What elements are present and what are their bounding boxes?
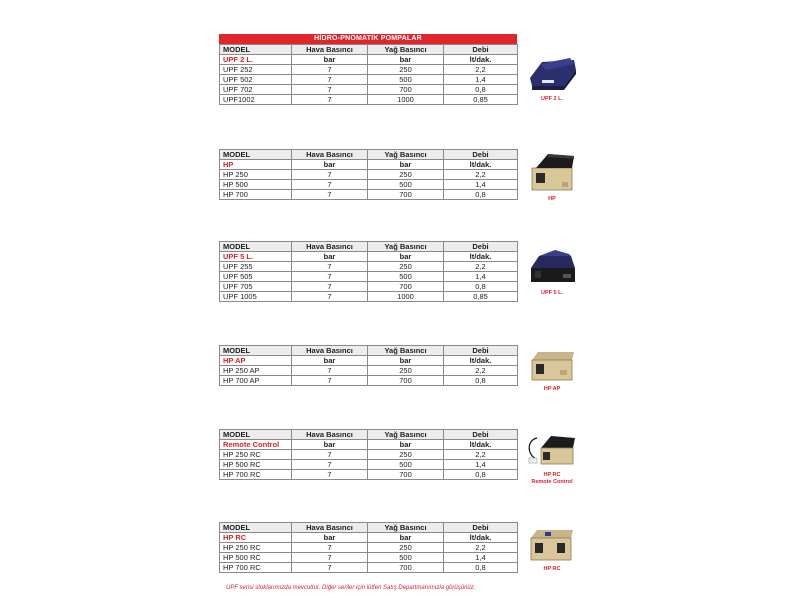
column-header-oil-pressure: Yağ Basıncı — [368, 523, 444, 533]
column-header-oil-pressure: Yağ Basıncı — [368, 346, 444, 356]
oil-pressure-cell: 700 — [368, 376, 444, 386]
table-unit-row — [220, 252, 518, 262]
flow-cell: 0,8 — [444, 563, 518, 573]
table-row — [220, 543, 518, 553]
flow-cell: 0,8 — [444, 190, 518, 200]
air-pressure-cell: 7 — [292, 85, 368, 95]
air-pressure-cell: 7 — [292, 376, 368, 386]
flow-cell: 1,4 — [444, 460, 518, 470]
oil-pressure-cell: 700 — [368, 85, 444, 95]
unit-cell: bar — [292, 55, 368, 65]
oil-pressure-cell: 500 — [368, 460, 444, 470]
table-header-row — [220, 45, 518, 55]
column-header-model: MODEL — [220, 346, 292, 356]
oil-pressure-cell: 500 — [368, 272, 444, 282]
unit-cell: bar — [292, 160, 368, 170]
table-row — [220, 272, 518, 282]
table-row — [220, 553, 518, 563]
spec-table-upf-5l — [219, 241, 518, 302]
oil-pressure-cell: 250 — [368, 366, 444, 376]
air-pressure-cell: 7 — [292, 470, 368, 480]
spec-table-remote-control — [219, 429, 518, 480]
flow-cell: 2,2 — [444, 170, 518, 180]
table-row — [220, 170, 518, 180]
model-cell: HP 500 RC — [220, 553, 292, 563]
model-cell: UPF 255 — [220, 262, 292, 272]
flow-cell: 1,4 — [444, 272, 518, 282]
catalog-title: HİDRO-PNÖMATİK POMPALAR — [219, 34, 517, 44]
flow-cell: 0,8 — [444, 470, 518, 480]
oil-pressure-cell: 500 — [368, 180, 444, 190]
product-caption: HP RC — [543, 472, 561, 478]
column-header-air-pressure: Hava Basıncı — [292, 242, 368, 252]
model-cell: HP 250 RC — [220, 450, 292, 460]
series-name: HP — [220, 160, 292, 170]
column-header-flow: Debi — [444, 150, 518, 160]
unit-cell: bar — [368, 252, 444, 262]
unit-cell: bar — [292, 440, 368, 450]
oil-pressure-cell: 250 — [368, 543, 444, 553]
model-cell: UPF 502 — [220, 75, 292, 85]
air-pressure-cell: 7 — [292, 75, 368, 85]
flow-cell: 0,8 — [444, 85, 518, 95]
table-row — [220, 450, 518, 460]
table-row — [220, 366, 518, 376]
table-row — [220, 85, 518, 95]
model-cell: UPF 505 — [220, 272, 292, 282]
column-header-flow: Debi — [444, 242, 518, 252]
table-header-row — [220, 150, 518, 160]
column-header-oil-pressure: Yağ Basıncı — [368, 430, 444, 440]
air-pressure-cell: 7 — [292, 450, 368, 460]
product-caption: HP AP — [543, 386, 561, 392]
pump-image — [524, 48, 580, 94]
flow-cell: 1,4 — [444, 75, 518, 85]
pump-image — [526, 348, 578, 384]
unit-cell: lt/dak. — [444, 440, 518, 450]
table-row — [220, 75, 518, 85]
column-header-air-pressure: Hava Basıncı — [292, 430, 368, 440]
model-cell: UPF1002 — [220, 95, 292, 105]
unit-cell: lt/dak. — [444, 252, 518, 262]
product-caption-sub: Remote Control — [531, 479, 573, 485]
spec-table-upf-2l — [219, 44, 518, 105]
unit-cell: lt/dak. — [444, 356, 518, 366]
column-header-oil-pressure: Yağ Basıncı — [368, 242, 444, 252]
flow-cell: 2,2 — [444, 262, 518, 272]
unit-cell: bar — [292, 252, 368, 262]
column-header-model: MODEL — [220, 45, 292, 55]
air-pressure-cell: 7 — [292, 553, 368, 563]
air-pressure-cell: 7 — [292, 366, 368, 376]
footnote: UPF serisi stoklarımızda mevcuttur. Diğer seriler için lütfen Satış Departmanımızla görüşünüz. — [226, 585, 476, 591]
table-header-row — [220, 523, 518, 533]
model-cell: HP 250 RC — [220, 543, 292, 553]
air-pressure-cell: 7 — [292, 292, 368, 302]
model-cell: HP 500 — [220, 180, 292, 190]
table-unit-row — [220, 160, 518, 170]
product-caption: UPF 2 L. — [540, 96, 563, 102]
table-row — [220, 470, 518, 480]
unit-cell: bar — [368, 440, 444, 450]
air-pressure-cell: 7 — [292, 190, 368, 200]
oil-pressure-cell: 700 — [368, 282, 444, 292]
product-caption: HP RC — [543, 566, 561, 572]
model-cell: UPF 702 — [220, 85, 292, 95]
oil-pressure-cell: 700 — [368, 190, 444, 200]
spec-table-hp-ap — [219, 345, 518, 386]
product-upf-5l — [518, 248, 586, 297]
product-upf-2l — [518, 48, 586, 103]
column-header-air-pressure: Hava Basıncı — [292, 150, 368, 160]
column-header-flow: Debi — [444, 45, 518, 55]
table-row — [220, 376, 518, 386]
unit-cell: bar — [292, 356, 368, 366]
air-pressure-cell: 7 — [292, 65, 368, 75]
air-pressure-cell: 7 — [292, 262, 368, 272]
table-row — [220, 180, 518, 190]
oil-pressure-cell: 700 — [368, 470, 444, 480]
series-name: HP AP — [220, 356, 292, 366]
table-row — [220, 563, 518, 573]
table-unit-row — [220, 55, 518, 65]
air-pressure-cell: 7 — [292, 170, 368, 180]
flow-cell: 2,2 — [444, 450, 518, 460]
table-row — [220, 65, 518, 75]
flow-cell: 0,8 — [444, 376, 518, 386]
series-name: UPF 2 L. — [220, 55, 292, 65]
column-header-model: MODEL — [220, 150, 292, 160]
flow-cell: 0,85 — [444, 95, 518, 105]
air-pressure-cell: 7 — [292, 460, 368, 470]
table-unit-row — [220, 533, 518, 543]
spec-table-hp-rc — [219, 522, 518, 573]
column-header-oil-pressure: Yağ Basıncı — [368, 150, 444, 160]
oil-pressure-cell: 250 — [368, 262, 444, 272]
model-cell: UPF 1005 — [220, 292, 292, 302]
table-header-row — [220, 346, 518, 356]
column-header-air-pressure: Hava Basıncı — [292, 346, 368, 356]
model-cell: HP 700 RC — [220, 470, 292, 480]
unit-cell: bar — [368, 55, 444, 65]
series-name: HP RC — [220, 533, 292, 543]
model-cell: HP 250 — [220, 170, 292, 180]
table-row — [220, 460, 518, 470]
air-pressure-cell: 7 — [292, 563, 368, 573]
flow-cell: 2,2 — [444, 366, 518, 376]
model-cell: HP 700 RC — [220, 563, 292, 573]
spec-table-hp — [219, 149, 518, 200]
table-header-row — [220, 430, 518, 440]
column-header-oil-pressure: Yağ Basıncı — [368, 45, 444, 55]
model-cell: UPF 252 — [220, 65, 292, 75]
table-row — [220, 262, 518, 272]
unit-cell: lt/dak. — [444, 533, 518, 543]
pump-image — [526, 150, 578, 194]
model-cell: HP 700 — [220, 190, 292, 200]
column-header-model: MODEL — [220, 242, 292, 252]
table-unit-row — [220, 356, 518, 366]
table-row — [220, 282, 518, 292]
product-caption: HP — [548, 196, 556, 202]
column-header-flow: Debi — [444, 430, 518, 440]
model-cell: HP 250 AP — [220, 366, 292, 376]
unit-cell: bar — [368, 356, 444, 366]
model-cell: HP 700 AP — [220, 376, 292, 386]
flow-cell: 0,8 — [444, 282, 518, 292]
series-name: UPF 5 L. — [220, 252, 292, 262]
product-hp-rc-remote — [518, 428, 586, 486]
flow-cell: 1,4 — [444, 553, 518, 563]
oil-pressure-cell: 250 — [368, 170, 444, 180]
pump-image — [525, 526, 579, 564]
table-row — [220, 190, 518, 200]
unit-cell: bar — [368, 533, 444, 543]
table-row — [220, 292, 518, 302]
air-pressure-cell: 7 — [292, 180, 368, 190]
unit-cell: lt/dak. — [444, 160, 518, 170]
oil-pressure-cell: 250 — [368, 65, 444, 75]
air-pressure-cell: 7 — [292, 95, 368, 105]
product-caption: UPF 5 L. — [540, 290, 563, 296]
oil-pressure-cell: 1000 — [368, 95, 444, 105]
oil-pressure-cell: 500 — [368, 75, 444, 85]
flow-cell: 2,2 — [444, 543, 518, 553]
flow-cell: 0,85 — [444, 292, 518, 302]
unit-cell: bar — [368, 160, 444, 170]
unit-cell: lt/dak. — [444, 55, 518, 65]
column-header-flow: Debi — [444, 346, 518, 356]
pump-image — [523, 428, 581, 470]
column-header-model: MODEL — [220, 430, 292, 440]
oil-pressure-cell: 500 — [368, 553, 444, 563]
pump-image — [525, 248, 579, 288]
table-row — [220, 95, 518, 105]
column-header-air-pressure: Hava Basıncı — [292, 523, 368, 533]
model-cell: UPF 705 — [220, 282, 292, 292]
column-header-model: MODEL — [220, 523, 292, 533]
table-unit-row — [220, 440, 518, 450]
oil-pressure-cell: 1000 — [368, 292, 444, 302]
product-hp — [518, 150, 586, 203]
column-header-air-pressure: Hava Basıncı — [292, 45, 368, 55]
air-pressure-cell: 7 — [292, 282, 368, 292]
flow-cell: 1,4 — [444, 180, 518, 190]
oil-pressure-cell: 700 — [368, 563, 444, 573]
oil-pressure-cell: 250 — [368, 450, 444, 460]
product-hp-rc — [518, 526, 586, 573]
model-cell: HP 500 RC — [220, 460, 292, 470]
series-name: Remote Control — [220, 440, 292, 450]
flow-cell: 2,2 — [444, 65, 518, 75]
column-header-flow: Debi — [444, 523, 518, 533]
table-header-row — [220, 242, 518, 252]
unit-cell: bar — [292, 533, 368, 543]
product-hp-ap — [518, 348, 586, 393]
air-pressure-cell: 7 — [292, 543, 368, 553]
air-pressure-cell: 7 — [292, 272, 368, 282]
